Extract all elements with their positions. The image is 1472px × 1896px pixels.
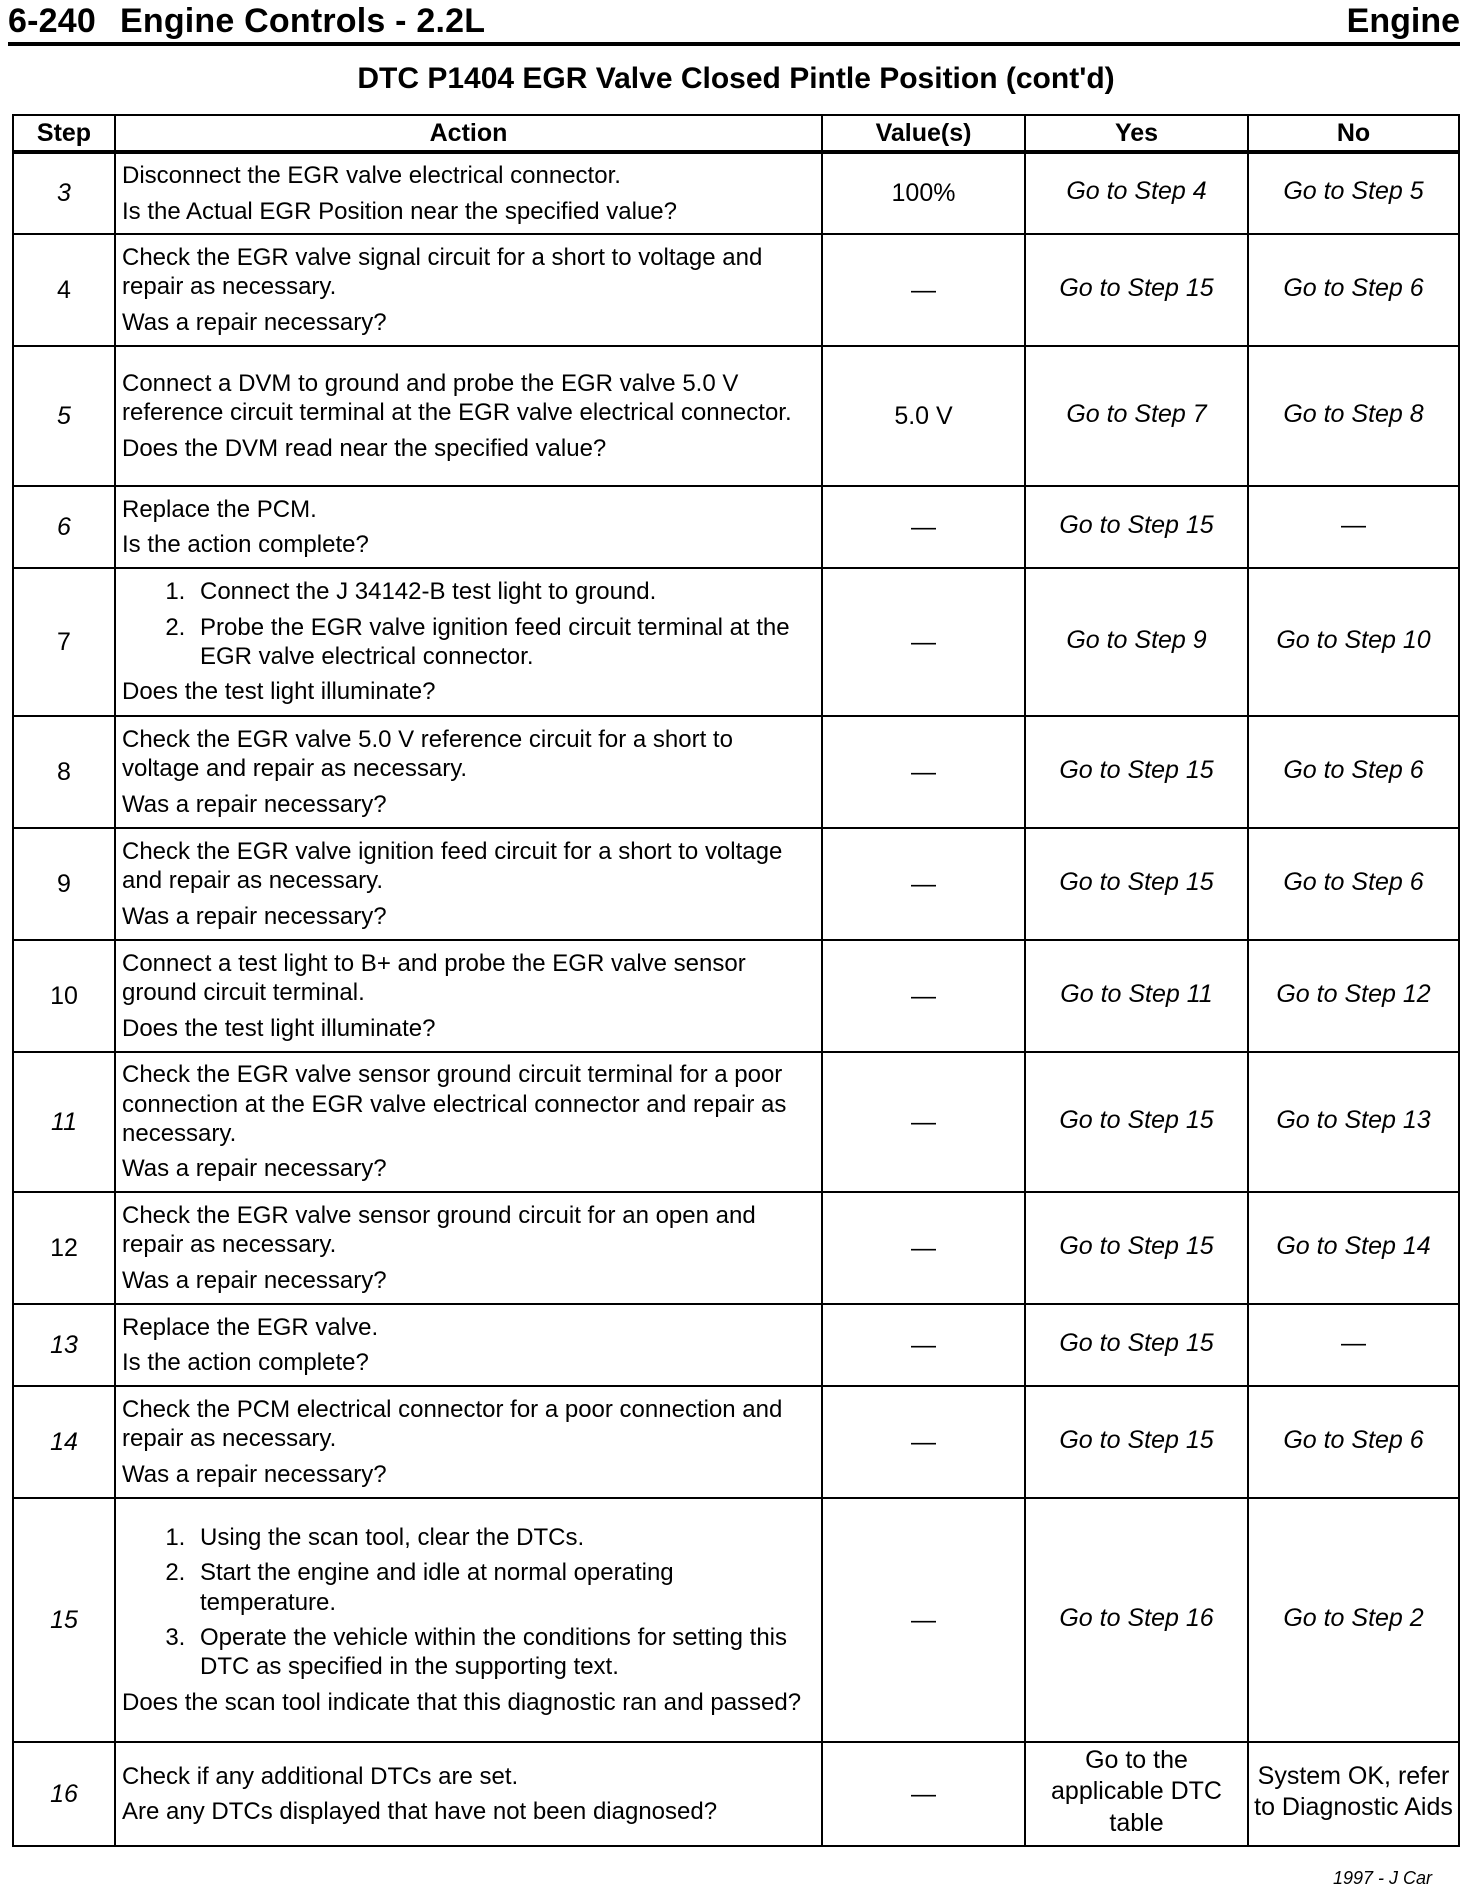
yes-cell: Go to Step 11 (1025, 940, 1248, 1052)
table-row (13, 568, 1459, 716)
table-title: DTC P1404 EGR Valve Closed Pintle Position (cont'd) (357, 62, 1115, 95)
no-cell: Go to Step 13 (1248, 1052, 1459, 1192)
action-text: Replace the PCM. (122, 495, 317, 523)
yes-cell: Go to Step 15 (1025, 486, 1248, 568)
value-cell: — (822, 1052, 1025, 1192)
page-number: 6-240 (8, 2, 96, 40)
action-list (122, 1523, 815, 1681)
action-question: Was a repair necessary? (122, 1266, 387, 1294)
step-number: 15 (13, 1498, 115, 1742)
action-question: Was a repair necessary? (122, 902, 387, 930)
action-cell (115, 716, 822, 828)
step-number: 5 (13, 346, 115, 486)
value-cell: — (822, 568, 1025, 716)
no-cell: Go to Step 6 (1248, 828, 1459, 940)
action-question: Is the action complete? (122, 531, 369, 558)
column-header-no: No (1248, 115, 1459, 152)
table-row (13, 940, 1459, 1052)
yes-cell: Go to Step 9 (1025, 568, 1248, 716)
action-text: Connect a DVM to ground and probe the EGR valve 5.0 V reference circuit terminal at the EGR valve electrical connector. (122, 370, 792, 427)
yes-cell: Go to Step 15 (1025, 828, 1248, 940)
table-row (13, 152, 1459, 234)
table-row (13, 346, 1459, 486)
step-number: 7 (13, 568, 115, 716)
value-cell: 100% (822, 152, 1025, 234)
step-number: 13 (13, 1304, 115, 1386)
action-question: Was a repair necessary? (122, 1155, 387, 1183)
step-number: 8 (13, 716, 115, 828)
value-cell: — (822, 1386, 1025, 1498)
yes-cell: Go to Step 7 (1025, 346, 1248, 486)
action-cell (115, 486, 822, 568)
value-cell: — (822, 234, 1025, 346)
value-cell: 5.0 V (822, 346, 1025, 486)
table-row (13, 1498, 1459, 1742)
action-cell (115, 1386, 822, 1498)
yes-cell: Go to Step 15 (1025, 1192, 1248, 1304)
column-header-yes: Yes (1025, 115, 1248, 152)
action-question: Are any DTCs displayed that have not been diagnosed? (122, 1798, 718, 1825)
action-cell (115, 1742, 822, 1846)
table-row (13, 1742, 1459, 1846)
table-row (13, 828, 1459, 940)
no-cell: Go to Step 12 (1248, 940, 1459, 1052)
action-text: Disconnect the EGR valve electrical connector. (122, 162, 621, 190)
action-text: Check the EGR valve ignition feed circuit for a short to voltage and repair as necessary. (122, 838, 783, 895)
value-cell: — (822, 1742, 1025, 1846)
value-cell: — (822, 486, 1025, 568)
action-text: Connect a test light to B+ and probe the EGR valve sensor ground circuit terminal. (122, 950, 746, 1007)
action-question: Is the action complete? (122, 1349, 369, 1376)
diagnostic-table (12, 114, 1460, 1847)
action-cell (115, 1192, 822, 1304)
action-text: Check the EGR valve sensor ground circuit terminal for a poor connection at the EGR valve electrical connector and repair as necessary. (122, 1061, 787, 1147)
value-cell: — (822, 828, 1025, 940)
action-cell (115, 568, 822, 716)
column-header-action: Action (115, 115, 822, 152)
action-question: Is the Actual EGR Position near the specified value? (122, 197, 677, 225)
action-text: Check if any additional DTCs are set. (122, 1762, 519, 1790)
step-number: 12 (13, 1192, 115, 1304)
action-text: Check the EGR valve 5.0 V reference circuit for a short to voltage and repair as necessary. (122, 726, 733, 783)
table-header-row (13, 115, 1459, 152)
no-cell: — (1248, 1304, 1459, 1386)
header-left (8, 2, 485, 41)
section-title: Engine Controls - 2.2L (119, 2, 486, 40)
step-number: 4 (13, 234, 115, 346)
action-question: Was a repair necessary? (122, 790, 387, 818)
step-number: 3 (13, 152, 115, 234)
step-number: 6 (13, 486, 115, 568)
value-cell: — (822, 1498, 1025, 1742)
action-list-item: 3. Operate the vehicle within the conditions for setting this DTC as specified in the supporting text. (192, 1623, 815, 1682)
no-cell: Go to Step 6 (1248, 234, 1459, 346)
step-number: 11 (13, 1052, 115, 1192)
yes-cell: Go to Step 15 (1025, 1386, 1248, 1498)
chapter-name: Engine (1346, 2, 1460, 40)
action-question: Does the test light illuminate? (122, 678, 436, 706)
action-text: Check the EGR valve sensor ground circuit for an open and repair as necessary. (122, 1202, 756, 1259)
table-row (13, 234, 1459, 346)
action-question: Does the scan tool indicate that this diagnostic ran and passed? (122, 1688, 802, 1716)
yes-cell: Go to Step 16 (1025, 1498, 1248, 1742)
yes-cell: Go to Step 15 (1025, 1052, 1248, 1192)
column-header-values: Value(s) (822, 115, 1025, 152)
value-cell: — (822, 1192, 1025, 1304)
action-cell (115, 1304, 822, 1386)
step-number: 16 (13, 1742, 115, 1846)
step-number: 9 (13, 828, 115, 940)
no-cell: System OK, refer to Diagnostic Aids (1248, 1742, 1459, 1846)
page-footer: 1997 - J Car (1332, 1868, 1432, 1888)
no-cell: Go to Step 2 (1248, 1498, 1459, 1742)
value-cell: — (822, 1304, 1025, 1386)
action-list-item: 1. Connect the J 34142-B test light to ground. (192, 577, 815, 606)
value-cell: — (822, 940, 1025, 1052)
action-cell (115, 234, 822, 346)
no-cell: Go to Step 6 (1248, 716, 1459, 828)
action-list-item: 2. Probe the EGR valve ignition feed circuit terminal at the EGR valve electrical connector. (192, 613, 815, 672)
action-cell (115, 940, 822, 1052)
yes-cell: Go to Step 15 (1025, 716, 1248, 828)
table-row (13, 1192, 1459, 1304)
table-row (13, 1304, 1459, 1386)
no-cell: Go to Step 6 (1248, 1386, 1459, 1498)
action-cell (115, 152, 822, 234)
table-row (13, 716, 1459, 828)
no-cell: Go to Step 5 (1248, 152, 1459, 234)
yes-cell: Go to Step 15 (1025, 1304, 1248, 1386)
action-cell (115, 1052, 822, 1192)
table-row (13, 486, 1459, 568)
action-list-item: 1. Using the scan tool, clear the DTCs. (192, 1523, 815, 1552)
action-list (122, 577, 815, 671)
action-cell (115, 828, 822, 940)
yes-cell: Go to Step 15 (1025, 234, 1248, 346)
action-question: Does the DVM read near the specified value? (122, 434, 607, 462)
column-header-step: Step (13, 115, 115, 152)
table-row (13, 1052, 1459, 1192)
step-number: 14 (13, 1386, 115, 1498)
action-text: Replace the EGR valve. (122, 1313, 379, 1341)
yes-cell: Go to the applicable DTC table (1025, 1742, 1248, 1846)
no-cell: Go to Step 8 (1248, 346, 1459, 486)
step-number: 10 (13, 940, 115, 1052)
no-cell: Go to Step 10 (1248, 568, 1459, 716)
action-text: Check the PCM electrical connector for a poor connection and repair as necessary. (122, 1396, 783, 1453)
value-cell: — (822, 716, 1025, 828)
action-question: Was a repair necessary? (122, 308, 387, 336)
no-cell: — (1248, 486, 1459, 568)
action-question: Was a repair necessary? (122, 1460, 387, 1488)
action-list-item: 2. Start the engine and idle at normal operating temperature. (192, 1558, 815, 1617)
yes-cell: Go to Step 4 (1025, 152, 1248, 234)
page-header (8, 2, 1460, 46)
action-question: Does the test light illuminate? (122, 1014, 436, 1042)
action-cell (115, 346, 822, 486)
action-cell (115, 1498, 822, 1742)
action-text: Check the EGR valve signal circuit for a short to voltage and repair as necessary. (122, 244, 763, 301)
no-cell: Go to Step 14 (1248, 1192, 1459, 1304)
table-row (13, 1386, 1459, 1498)
